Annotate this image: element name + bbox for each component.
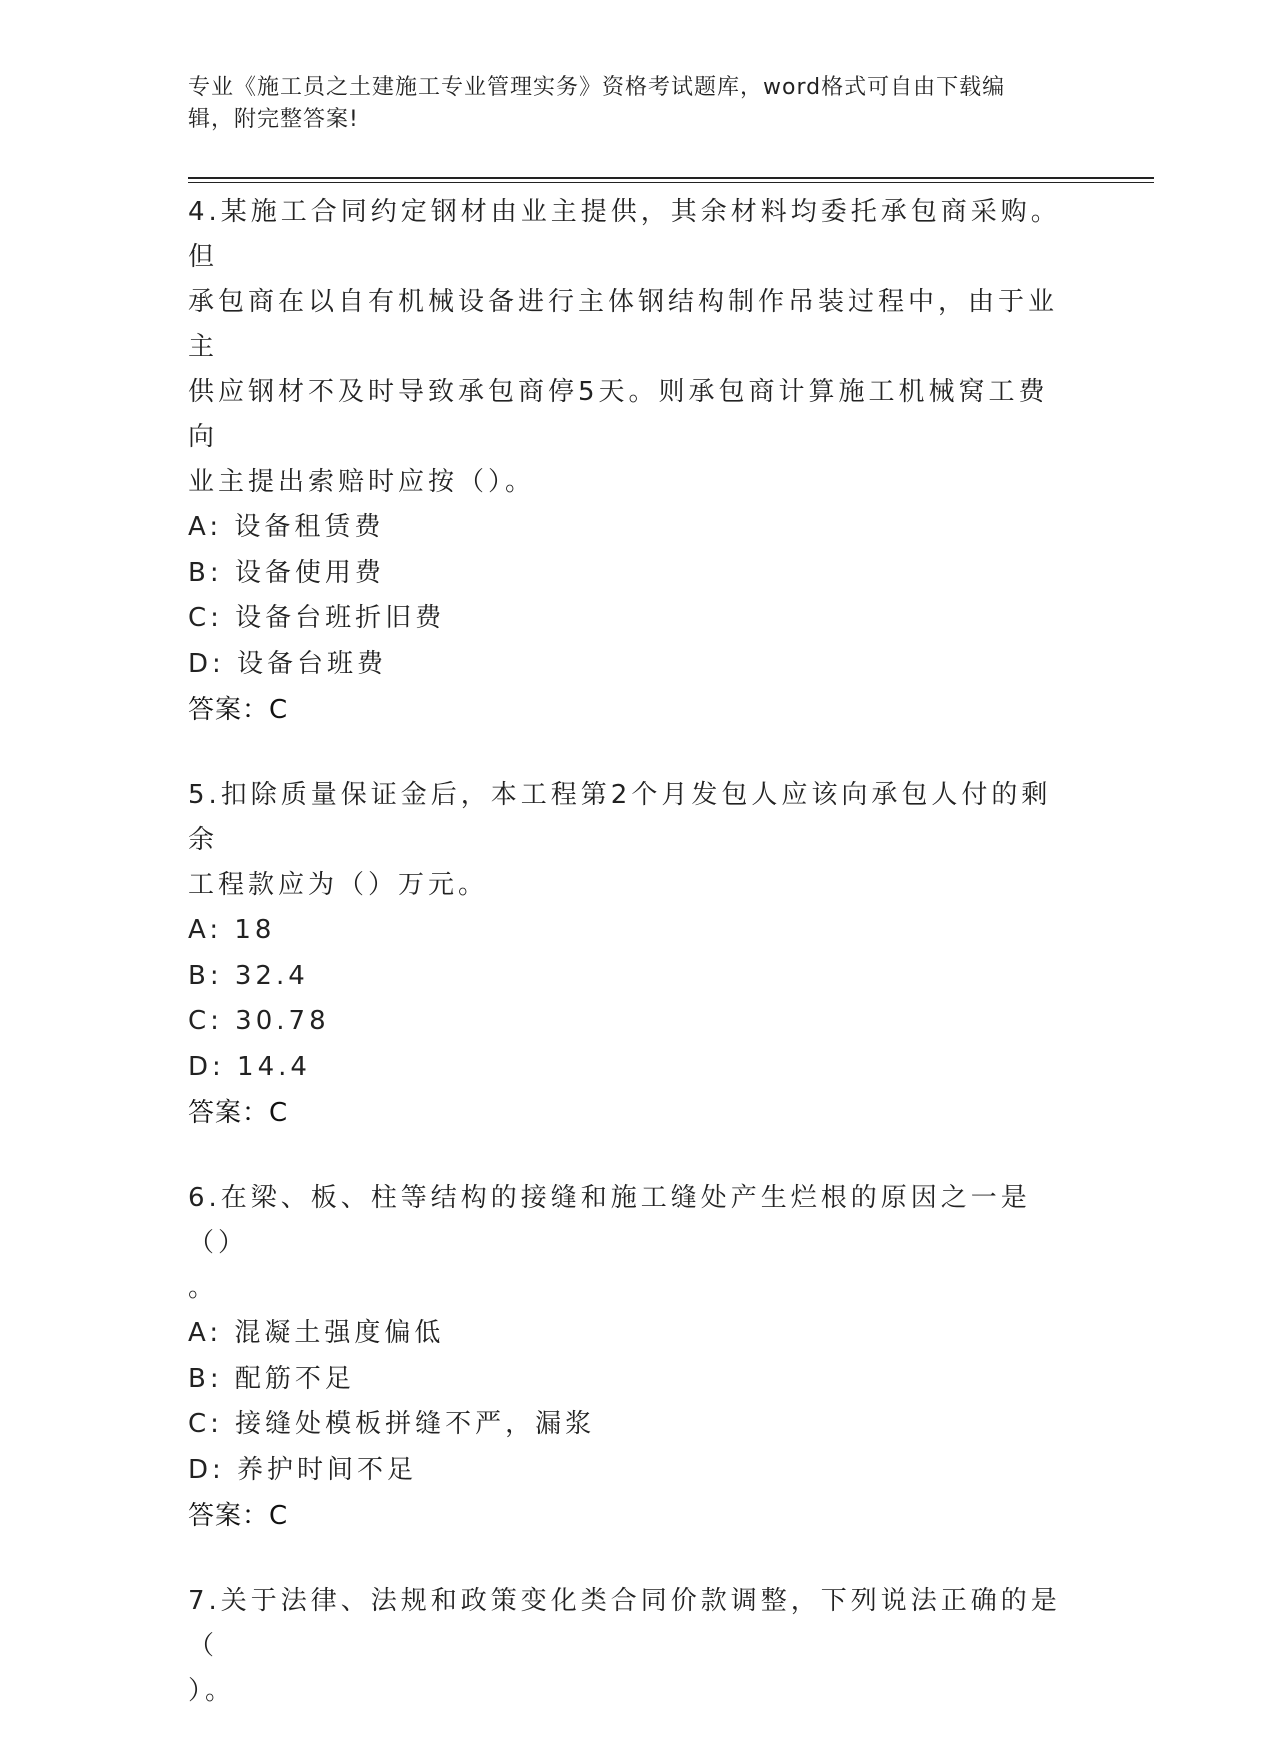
header-divider-thin <box>188 182 1154 183</box>
option-d: D: 14.4 <box>188 1051 311 1082</box>
answer-label: 答案：C <box>188 695 289 725</box>
header-line-1: 专业《施工员之土建施工专业管理实务》资格考试题库，word格式可自由下载编 <box>188 75 1006 100</box>
answer-label: 答案：C <box>188 1501 289 1531</box>
question-stem <box>188 190 1068 505</box>
document-header <box>188 72 1088 136</box>
answer-label: 答案：C <box>188 1098 289 1128</box>
option-d: D: 设备台班费 <box>188 648 388 679</box>
stem-line: 6.在梁、板、柱等结构的接缝和施工缝处产生烂根的原因之一是（） <box>188 1183 1031 1258</box>
question-stem <box>188 1579 1068 1714</box>
stem-line: 工程款应为（）万元。 <box>188 870 489 900</box>
option-b: B: 设备使用费 <box>188 557 385 588</box>
question-6 <box>188 1176 1068 1539</box>
question-5 <box>188 773 1068 1136</box>
option-c: C: 接缝处模板拼缝不严，漏浆 <box>188 1409 596 1439</box>
option-c: C: 设备台班折旧费 <box>188 603 446 633</box>
stem-line: 供应钢材不及时导致承包商停5天。则承包商计算施工机械窝工费向 <box>188 377 1049 452</box>
stem-line: 承包商在以自有机械设备进行主体钢结构制作吊装过程中，由于业主 <box>188 287 1059 362</box>
option-a: A: 18 <box>188 915 276 945</box>
option-b: B: 配筋不足 <box>188 1363 355 1394</box>
question-stem <box>188 773 1068 908</box>
option-d: D: 养护时间不足 <box>188 1454 418 1485</box>
stem-line: 业主提出索赔时应按（）。 <box>188 467 536 497</box>
stem-line: 5.扣除质量保证金后，本工程第2个月发包人应该向承包人付的剩余 <box>188 780 1052 855</box>
option-a: A: 混凝土强度偏低 <box>188 1318 445 1348</box>
question-stem <box>188 1176 1068 1311</box>
stem-line: 4.某施工合同约定钢材由业主提供，其余材料均委托承包商采购。但 <box>188 197 1061 272</box>
header-divider-thick <box>188 177 1154 179</box>
option-b: B: 32.4 <box>188 960 309 991</box>
stem-line: 7.关于法律、法规和政策变化类合同价款调整，下列说法正确的是（ <box>188 1586 1061 1661</box>
option-a: A: 设备租赁费 <box>188 512 385 542</box>
option-c: C: 30.78 <box>188 1006 330 1036</box>
question-7 <box>188 1579 1068 1714</box>
question-4 <box>188 190 1068 733</box>
header-line-2: 辑，附完整答案! <box>188 107 359 132</box>
question-list <box>188 190 1068 1754</box>
stem-line: ）。 <box>188 1676 236 1706</box>
stem-line: 。 <box>188 1273 219 1303</box>
